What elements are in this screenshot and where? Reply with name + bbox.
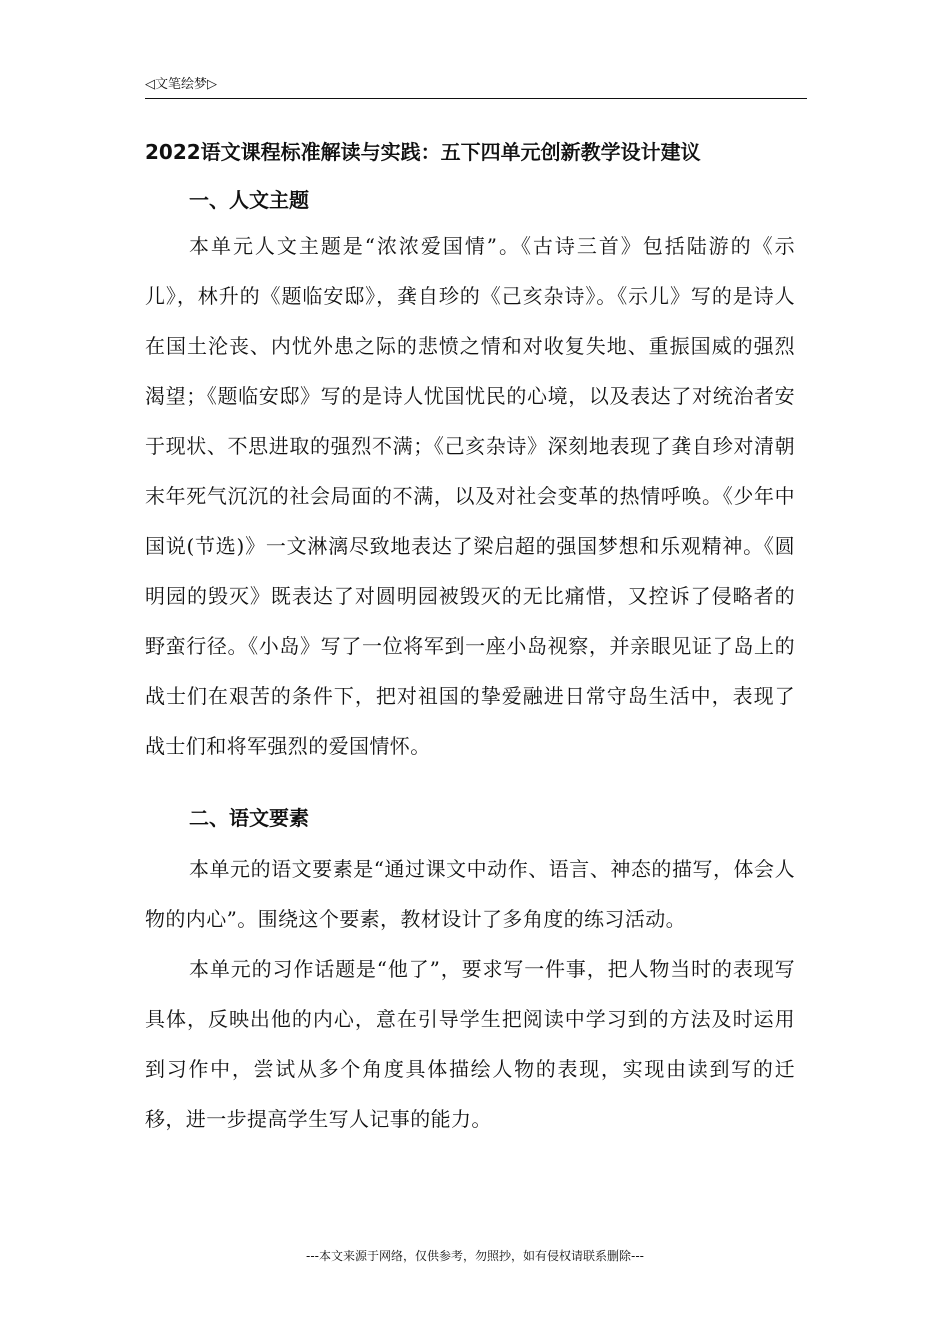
header-divider xyxy=(145,98,807,99)
header-logo-text: ◁文笔绘梦▷ xyxy=(145,77,217,92)
section-heading-humanistic-theme: 一、人文主题 xyxy=(189,188,309,212)
paragraph-language-elements: 本单元的语文要素是“通过课文中动作、语言、神态的描写，体会人物的内心”。围绕这个要素，教材设计了多角度的练习活动。 xyxy=(145,857,795,931)
section-heading-language-elements: 二、语文要素 xyxy=(189,806,309,830)
paragraph-writing-topic: 本单元的习作话题是“他了”，要求写一件事，把人物当时的表现写具体，反映出他的内心，意在引导学生把阅读中学习到的方法及时运用到习作中，尝试从多个角度具体描绘人物的表现，实现由读到写的迁移，进一步提高学生写人记事的能力。 xyxy=(145,957,795,1131)
document-body xyxy=(145,180,795,1144)
document-title: 2022语文课程标准解读与实践：五下四单元创新教学设计建议 xyxy=(145,140,701,164)
paragraph-humanistic-theme: 本单元人文主题是“浓浓爱国情”。《古诗三首》包括陆游的《示儿》，林升的《题临安邸》，龚自珍的《己亥杂诗》。《示儿》写的是诗人在国土沦丧、内忧外患之际的悲愤之情和对收复失地、重振国威的强烈渴望；《题临安邸》写的是诗人忧国忧民的心境，以及表达了对统治者安于现状、不思进取的强烈不满；《己亥杂诗》深刻地表现了龚自珍对清朝末年死气沉沉的社会局面的不满，以及对社会变革的热情呼唤。《少年中国说(节选)》一文淋漓尽致地表达了梁启超的强国梦想和乐观精神。《圆明园的毁灭》既表达了对圆明园被毁灭的无比痛惜，又控诉了侵略者的野蛮行径。《小岛》写了一位将军到一座小岛视察，并亲眼见证了岛上的战士们在艰苦的条件下，把对祖国的挚爱融进日常守岛生活中，表现了战士们和将军强烈的爱国情怀。 xyxy=(145,234,795,758)
footer-notice: ---本文来源于网络，仅供参考，勿照抄，如有侵权请联系删除--- xyxy=(306,1249,644,1263)
